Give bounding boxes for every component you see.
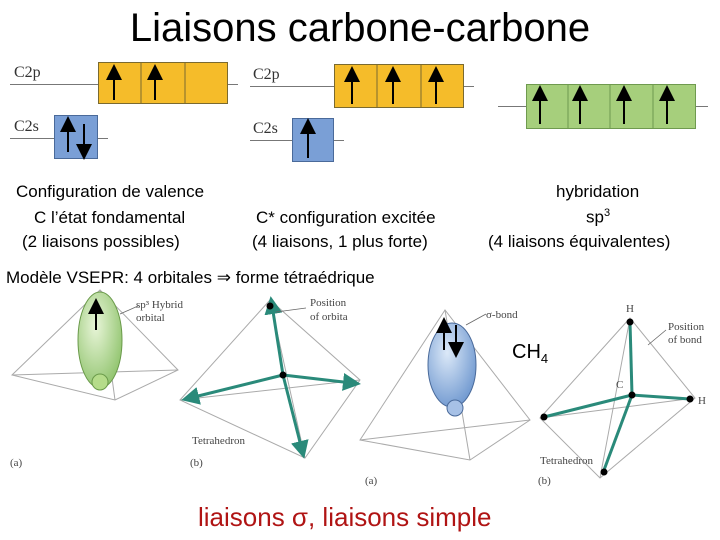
vsepr-text-before: Modèle VSEPR: 4 orbitales (6, 268, 217, 287)
label-h-top: H (626, 303, 634, 315)
leader-line (466, 314, 486, 325)
electron-spin-arrows (68, 72, 667, 158)
label-left-c2s: C2s (14, 118, 39, 135)
sp3-sup: 3 (603, 207, 611, 219)
label-of-orbita: of orbita (310, 311, 348, 323)
label-orbital: orbital (136, 312, 165, 324)
label-left-c2p: C2p (14, 64, 41, 81)
hydrogen-dot (601, 469, 608, 476)
label-of-bond: of bond (668, 334, 702, 346)
label-position-bond: Position (668, 321, 705, 333)
sp3-base: sp (586, 207, 604, 227)
label-a-left: (a) (10, 457, 23, 469)
hydrogen-dot (627, 319, 634, 326)
page-title: Liaisons carbone-carbone (129, 6, 591, 50)
label-h-right: H (698, 395, 706, 407)
label-mid-c2s: C2s (253, 120, 278, 137)
label-ch4 (512, 341, 548, 366)
bottom-summary: liaisons σ, liaisons simple (198, 502, 492, 532)
ch4-base: CH (512, 341, 541, 363)
label-mid-c2p: C2p (253, 66, 280, 83)
carbon-center-dot (280, 372, 287, 379)
caption-four-equivalent: (4 liaisons équivalentes) (488, 232, 671, 251)
caption-valence-config: Configuration de valence (16, 182, 205, 201)
carbon-center-dot (629, 392, 636, 399)
label-b-right: (b) (538, 475, 551, 487)
label-a-right: (a) (365, 475, 378, 487)
label-position: Position (310, 297, 347, 309)
ch4-sub: 4 (540, 351, 549, 366)
bond-directions-left (190, 305, 352, 450)
label-tetrahedron-right: Tetrahedron (540, 455, 593, 467)
sigma-bond-small-lobe-icon (447, 400, 463, 416)
label-sigma-bond: σ-bond (486, 309, 518, 321)
sigma-bond-orbital-icon (428, 323, 476, 407)
sp3-orbital-small-lobe-icon (92, 374, 108, 390)
label-tetrahedron-left: Tetrahedron (192, 435, 245, 447)
caption-hybridation: hybridation (556, 182, 640, 201)
implies-arrow-icon: ⇒ (216, 268, 231, 287)
label-b-left: (b) (190, 457, 203, 469)
caption-two-bonds: (2 liaisons possibles) (22, 232, 180, 251)
caption-ground-state: C l’état fondamental (34, 208, 186, 227)
hydrogen-dot (541, 414, 548, 421)
label-sp3-hybrid: sp³ Hybrid (136, 299, 183, 311)
caption-excited-config: C* configuration excitée (256, 208, 436, 227)
orbital-box-dividers (141, 62, 653, 129)
vsepr-text-after: forme tétraédrique (230, 268, 375, 287)
caption-four-bonds: (4 liaisons, 1 plus forte) (252, 232, 428, 251)
orbital-position-dot (267, 303, 274, 310)
hydrogen-dot (687, 396, 694, 403)
leader-line (648, 330, 666, 345)
label-c: C (616, 379, 624, 391)
